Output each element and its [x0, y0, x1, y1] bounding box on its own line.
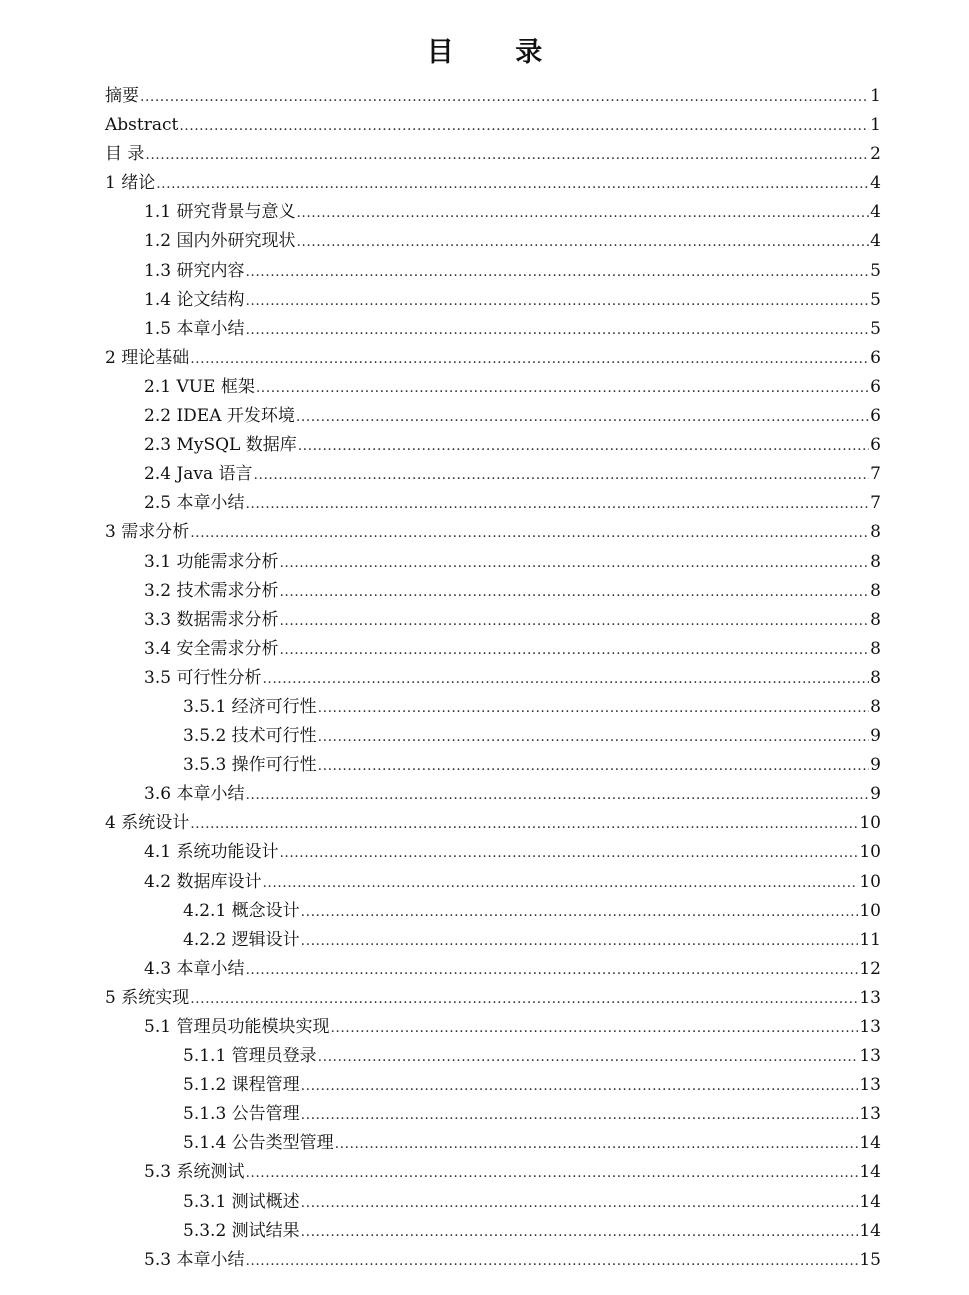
dot-leader [335, 1130, 859, 1159]
toc-entry[interactable] [105, 1100, 881, 1129]
toc-entry[interactable] [105, 577, 881, 606]
toc-entry-text: 目 录 [105, 144, 145, 165]
toc-entry[interactable] [105, 344, 881, 373]
toc-entry-text: 4.2 数据库设计 [144, 871, 262, 892]
toc-page-number: 5 [870, 260, 881, 281]
toc-page-number: 7 [870, 493, 881, 514]
dot-leader [245, 258, 869, 287]
toc-page-number: 6 [870, 347, 881, 368]
toc-entry-text: 3.5.1 经济可行性 [183, 696, 317, 717]
dot-leader [330, 1014, 858, 1043]
toc-page-number: 9 [870, 784, 881, 805]
toc-entry[interactable] [105, 431, 881, 460]
dot-leader [179, 112, 869, 141]
dot-leader [245, 316, 869, 345]
toc-entry-text: 4.2.2 逻辑设计 [183, 929, 300, 950]
toc-page-number: 13 [859, 1046, 881, 1067]
toc-page-number: 13 [859, 1017, 881, 1037]
dot-leader [318, 752, 870, 781]
toc-list [105, 82, 881, 1275]
toc-page-number: 13 [859, 1104, 881, 1125]
toc-entry[interactable] [105, 286, 881, 315]
toc-page-number: 9 [870, 726, 881, 747]
toc-page-number: 10 [859, 900, 881, 921]
toc-page-number: 8 [870, 696, 881, 717]
dot-leader [301, 927, 859, 956]
dot-leader [245, 1159, 858, 1188]
dot-leader [190, 345, 869, 374]
dot-leader [245, 490, 869, 519]
page-title: 目 录 [426, 37, 569, 68]
toc-entry-text: 2.2 IDEA 开发环境 [144, 406, 295, 427]
toc-entry[interactable] [105, 1188, 881, 1217]
dot-leader [301, 1189, 859, 1218]
toc-entry-text: 1.2 国内外研究现状 [144, 231, 296, 252]
toc-page-number: 4 [870, 231, 881, 252]
toc-entry-text: 5.3.1 测试概述 [183, 1191, 300, 1212]
toc-entry-text: 5.1.4 公告类型管理 [183, 1133, 334, 1154]
toc-entry[interactable] [105, 926, 881, 955]
toc-entry[interactable] [105, 751, 881, 780]
toc-page-number: 6 [870, 435, 881, 456]
toc-entry-text: 3.2 技术需求分析 [144, 580, 279, 601]
toc-entry[interactable] [105, 489, 881, 518]
dot-leader [301, 898, 859, 927]
toc-page-number: 4 [870, 173, 881, 194]
toc-entry-text: 3.4 安全需求分析 [144, 638, 279, 659]
toc-entry-text: 5.1 管理员功能模块实现 [144, 1017, 330, 1037]
toc-page-number: 8 [870, 551, 881, 572]
dot-leader [245, 956, 858, 985]
toc-entry-text: 3.1 功能需求分析 [144, 551, 279, 572]
dot-leader [262, 869, 858, 898]
toc-page-number: 8 [870, 609, 881, 630]
dot-leader [301, 1101, 859, 1130]
toc-page-number: 13 [859, 1075, 881, 1096]
toc-page-number: 1 [870, 86, 881, 106]
dot-leader [190, 985, 858, 1014]
toc-entry-text: 1.4 论文结构 [144, 289, 245, 310]
toc-entry-text: 1.3 研究内容 [144, 260, 245, 281]
toc-page-number: 5 [870, 289, 881, 310]
toc-entry-text: 3.5.3 操作可行性 [183, 755, 317, 776]
toc-entry-text: 5.1.2 课程管理 [183, 1075, 300, 1096]
toc-entry[interactable] [105, 1071, 881, 1100]
dot-leader [298, 432, 869, 461]
dot-leader [245, 781, 869, 810]
dot-leader [296, 228, 869, 257]
dot-leader [296, 199, 869, 228]
toc-entry[interactable] [105, 868, 881, 897]
toc-entry[interactable] [105, 1246, 881, 1275]
toc-page-number: 10 [859, 813, 881, 834]
toc-page-number: 14 [859, 1191, 881, 1212]
toc-entry[interactable] [105, 373, 881, 402]
toc-entry[interactable] [105, 664, 881, 693]
toc-entry-text: 1 绪论 [105, 173, 156, 194]
toc-page-number: 8 [870, 522, 881, 543]
toc-entry[interactable] [105, 82, 881, 111]
dot-leader [301, 1072, 859, 1101]
dot-leader [256, 374, 869, 403]
dot-leader [279, 839, 858, 868]
toc-entry[interactable] [105, 140, 881, 169]
dot-leader [190, 519, 869, 548]
dot-leader [318, 1043, 859, 1072]
toc-entry-text: 3.3 数据需求分析 [144, 609, 279, 630]
dot-leader [318, 723, 870, 752]
toc-entry[interactable] [105, 955, 881, 984]
toc-entry[interactable] [105, 402, 881, 431]
toc-entry-text: 1.5 本章小结 [144, 318, 245, 339]
toc-entry-text: 5.3 系统测试 [144, 1162, 245, 1183]
toc-page-number: 9 [870, 755, 881, 776]
toc-entry[interactable] [105, 606, 881, 635]
dot-leader [279, 549, 869, 578]
dot-leader [279, 578, 869, 607]
dot-leader [262, 665, 869, 694]
toc-entry[interactable] [105, 257, 881, 286]
toc-page-number: 6 [870, 376, 881, 397]
dot-leader [156, 170, 869, 199]
toc-entry[interactable] [105, 198, 881, 227]
toc-page-number: 8 [870, 667, 881, 688]
toc-page-number: 8 [870, 638, 881, 659]
toc-page-number: 5 [870, 318, 881, 339]
toc-page-number: 8 [870, 580, 881, 601]
toc-entry[interactable] [105, 111, 881, 140]
dot-leader [254, 461, 870, 490]
toc-entry[interactable] [105, 809, 881, 838]
toc-page-number: 1 [870, 115, 881, 136]
toc-entry-text: 2.3 MySQL 数据库 [144, 435, 297, 456]
toc-entry-text: Abstract [105, 115, 179, 136]
toc-page-number: 15 [859, 1249, 881, 1270]
toc-entry[interactable] [105, 518, 881, 547]
toc-entry[interactable] [105, 693, 881, 722]
dot-leader [245, 287, 869, 316]
toc-page-number: 12 [859, 958, 881, 979]
toc-entry-text: 5.1.3 公告管理 [183, 1104, 300, 1125]
toc-entry[interactable] [105, 780, 881, 809]
toc-entry-text: 2.1 VUE 框架 [144, 376, 255, 397]
toc-entry[interactable] [105, 227, 881, 256]
toc-entry[interactable] [105, 1042, 881, 1071]
toc-entry[interactable] [105, 1217, 881, 1246]
toc-entry-text: 4 系统设计 [105, 813, 190, 834]
toc-entry-text: 5 系统实现 [105, 987, 190, 1008]
toc-entry-text: 2.5 本章小结 [144, 493, 245, 514]
toc-page-number: 14 [859, 1162, 881, 1183]
toc-page-number: 10 [859, 842, 881, 863]
toc-entry[interactable] [105, 1013, 881, 1042]
dot-leader [190, 810, 858, 839]
toc-entry-text: 5.3 本章小结 [144, 1249, 245, 1270]
toc-entry[interactable] [105, 548, 881, 577]
toc-entry[interactable] [105, 635, 881, 664]
toc-entry[interactable] [105, 1158, 881, 1187]
toc-entry[interactable] [105, 460, 881, 489]
toc-entry-text: 1.1 研究背景与意义 [144, 202, 296, 223]
toc-entry-text: 2 理论基础 [105, 347, 190, 368]
toc-page-number: 14 [859, 1220, 881, 1241]
toc-page-number: 14 [859, 1133, 881, 1154]
toc-page-number: 6 [870, 406, 881, 427]
dot-leader [296, 403, 869, 432]
toc-entry[interactable] [105, 169, 881, 198]
toc-page-number: 13 [859, 987, 881, 1008]
toc-entry[interactable] [105, 315, 881, 344]
toc-page-number: 7 [870, 464, 881, 485]
dot-leader [279, 607, 869, 636]
toc-entry-text: 2.4 Java 语言 [144, 464, 253, 485]
toc-entry-text: 3.5 可行性分析 [144, 667, 262, 688]
toc-page-number: 4 [870, 202, 881, 223]
dot-leader [145, 141, 869, 170]
toc-entry[interactable] [105, 1129, 881, 1158]
toc-entry-text: 3.6 本章小结 [144, 784, 245, 805]
toc-entry[interactable] [105, 897, 881, 926]
dot-leader [279, 636, 869, 665]
toc-entry[interactable] [105, 838, 881, 867]
toc-entry-text: 4.3 本章小结 [144, 958, 245, 979]
toc-page-number: 10 [859, 871, 881, 892]
toc-entry-text: 5.1.1 管理员登录 [183, 1046, 317, 1067]
dot-leader [245, 1247, 858, 1276]
dot-leader [301, 1218, 859, 1247]
dot-leader [140, 83, 869, 112]
toc-entry-text: 摘要 [105, 86, 139, 106]
toc-entry-text: 5.3.2 测试结果 [183, 1220, 300, 1241]
toc-entry-text: 3 需求分析 [105, 522, 190, 543]
toc-page-number: 11 [859, 929, 881, 950]
toc-entry[interactable] [105, 984, 881, 1013]
dot-leader [318, 694, 870, 723]
toc-entry-text: 4.2.1 概念设计 [183, 900, 300, 921]
toc-entry[interactable] [105, 722, 881, 751]
toc-entry-text: 3.5.2 技术可行性 [183, 726, 317, 747]
toc-entry-text: 4.1 系统功能设计 [144, 842, 279, 863]
toc-page-number: 2 [870, 144, 881, 165]
